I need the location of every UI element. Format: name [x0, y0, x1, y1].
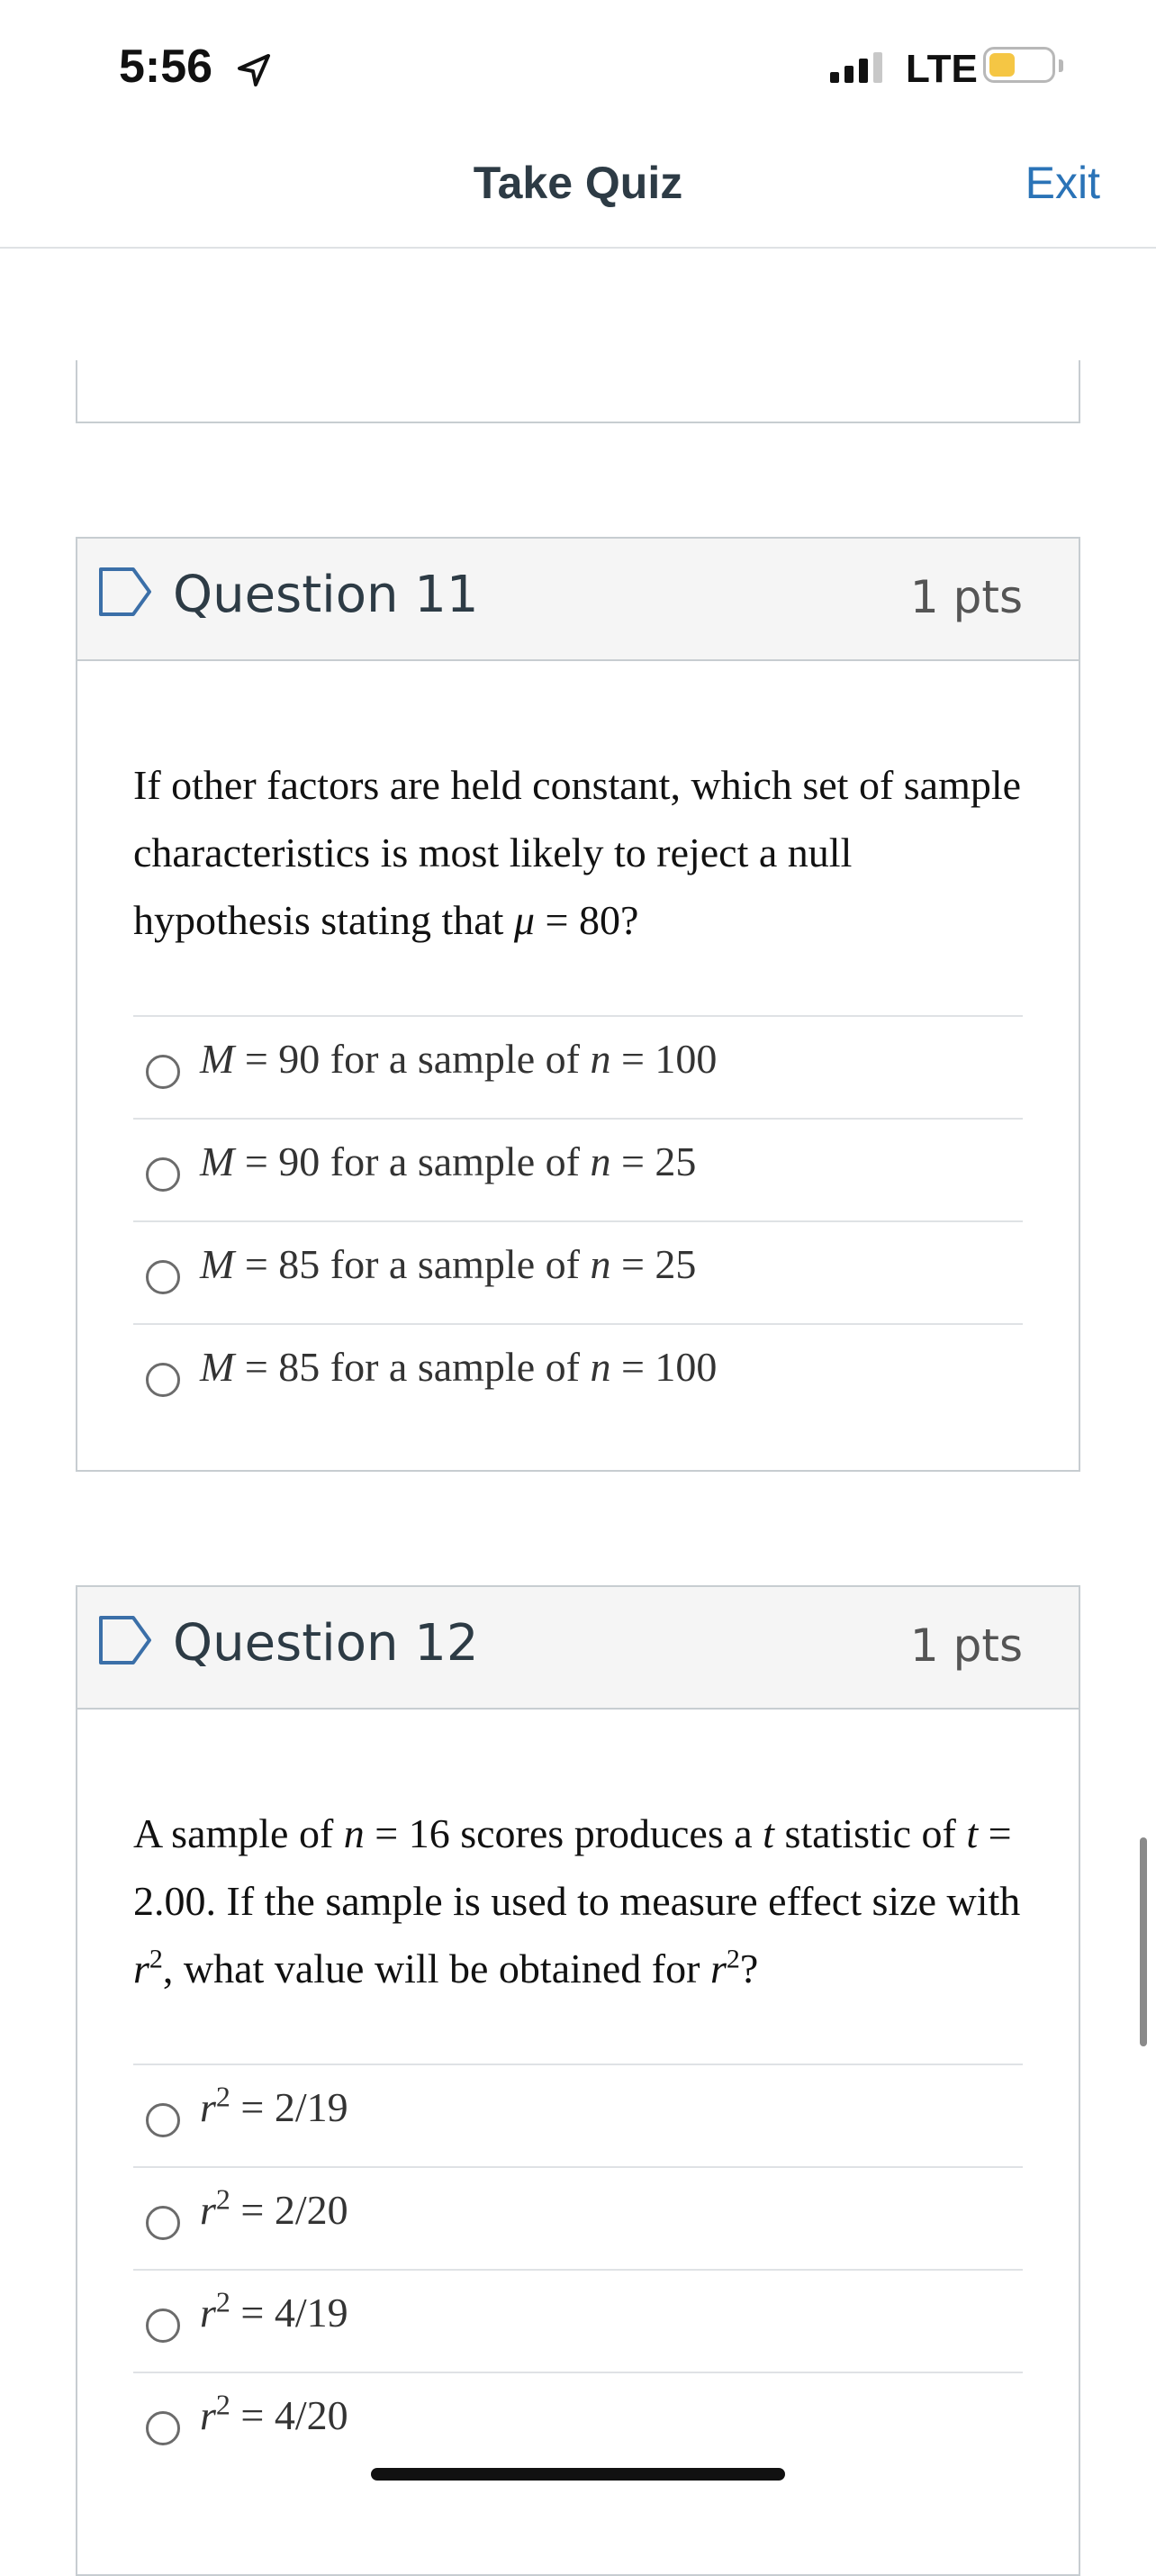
question-title: Question 11 [173, 566, 479, 624]
radio-button[interactable] [146, 2103, 180, 2137]
radio-button[interactable] [146, 2411, 180, 2445]
answer-option[interactable] [133, 1015, 1023, 1118]
radio-button[interactable] [146, 2206, 180, 2240]
radio-button[interactable] [146, 1157, 180, 1192]
answer-option[interactable] [133, 1220, 1023, 1323]
home-indicator[interactable] [371, 2468, 785, 2481]
answer-option[interactable] [133, 2166, 1023, 2269]
page-title: Take Quiz [473, 158, 683, 208]
answer-label: $r^2 = 2/20$ [200, 2182, 348, 2233]
radio-button[interactable] [146, 2308, 180, 2343]
question-11-card [76, 537, 1080, 1472]
answer-option[interactable] [133, 2064, 1023, 2166]
scrollbar[interactable] [1140, 1837, 1147, 2046]
answer-label: $r^2 = 4/19$ [200, 2285, 348, 2336]
answer-list [133, 1015, 1023, 1426]
flag-question-icon[interactable] [97, 566, 155, 618]
question-points: 1 pts [909, 1619, 1023, 1672]
radio-button[interactable] [146, 1363, 180, 1397]
answer-option[interactable] [133, 2372, 1023, 2474]
battery-icon [983, 47, 1055, 83]
answer-label: M = 85 for a sample of n = 100 [200, 1344, 718, 1390]
location-arrow-icon [236, 52, 272, 88]
question-title: Question 12 [173, 1614, 479, 1673]
question-header [77, 539, 1079, 661]
battery-nub [1059, 59, 1063, 72]
question-text: A sample of n = 16 scores produces a t statistic of t = 2.00. If the sample is used to measure effect size with $r^2$, what value will be obtained for $r^2$? [133, 1810, 1021, 1991]
answer-label: $r^2 = 4/20$ [200, 2388, 348, 2438]
question-header [77, 1587, 1079, 1710]
status-time: 5:56 [119, 41, 213, 93]
quiz-header [0, 135, 1156, 249]
answer-label: M = 90 for a sample of n = 100 [200, 1036, 718, 1082]
radio-button[interactable] [146, 1260, 180, 1294]
answer-label: $r^2 = 2/19$ [200, 2080, 348, 2130]
answer-label: M = 90 for a sample of n = 25 [200, 1138, 697, 1184]
flag-question-icon[interactable] [97, 1614, 155, 1666]
question-text: If other factors are held constant, which set of sample characteristics is most likely to reject a null hypothesis stating that μ = 80? [133, 762, 1022, 943]
answer-option[interactable] [133, 1118, 1023, 1220]
status-bar [0, 0, 1156, 135]
question-points: 1 pts [909, 571, 1023, 623]
radio-button[interactable] [146, 1055, 180, 1089]
answer-option[interactable] [133, 1323, 1023, 1426]
answer-label: M = 85 for a sample of n = 25 [200, 1241, 697, 1287]
question-12-card [76, 1585, 1080, 2576]
network-type: LTE [906, 47, 978, 91]
signal-icon [830, 52, 893, 83]
previous-question-box [76, 360, 1080, 423]
answer-option[interactable] [133, 2269, 1023, 2372]
answer-list [133, 2064, 1023, 2474]
exit-button[interactable]: Exit [1025, 158, 1100, 208]
